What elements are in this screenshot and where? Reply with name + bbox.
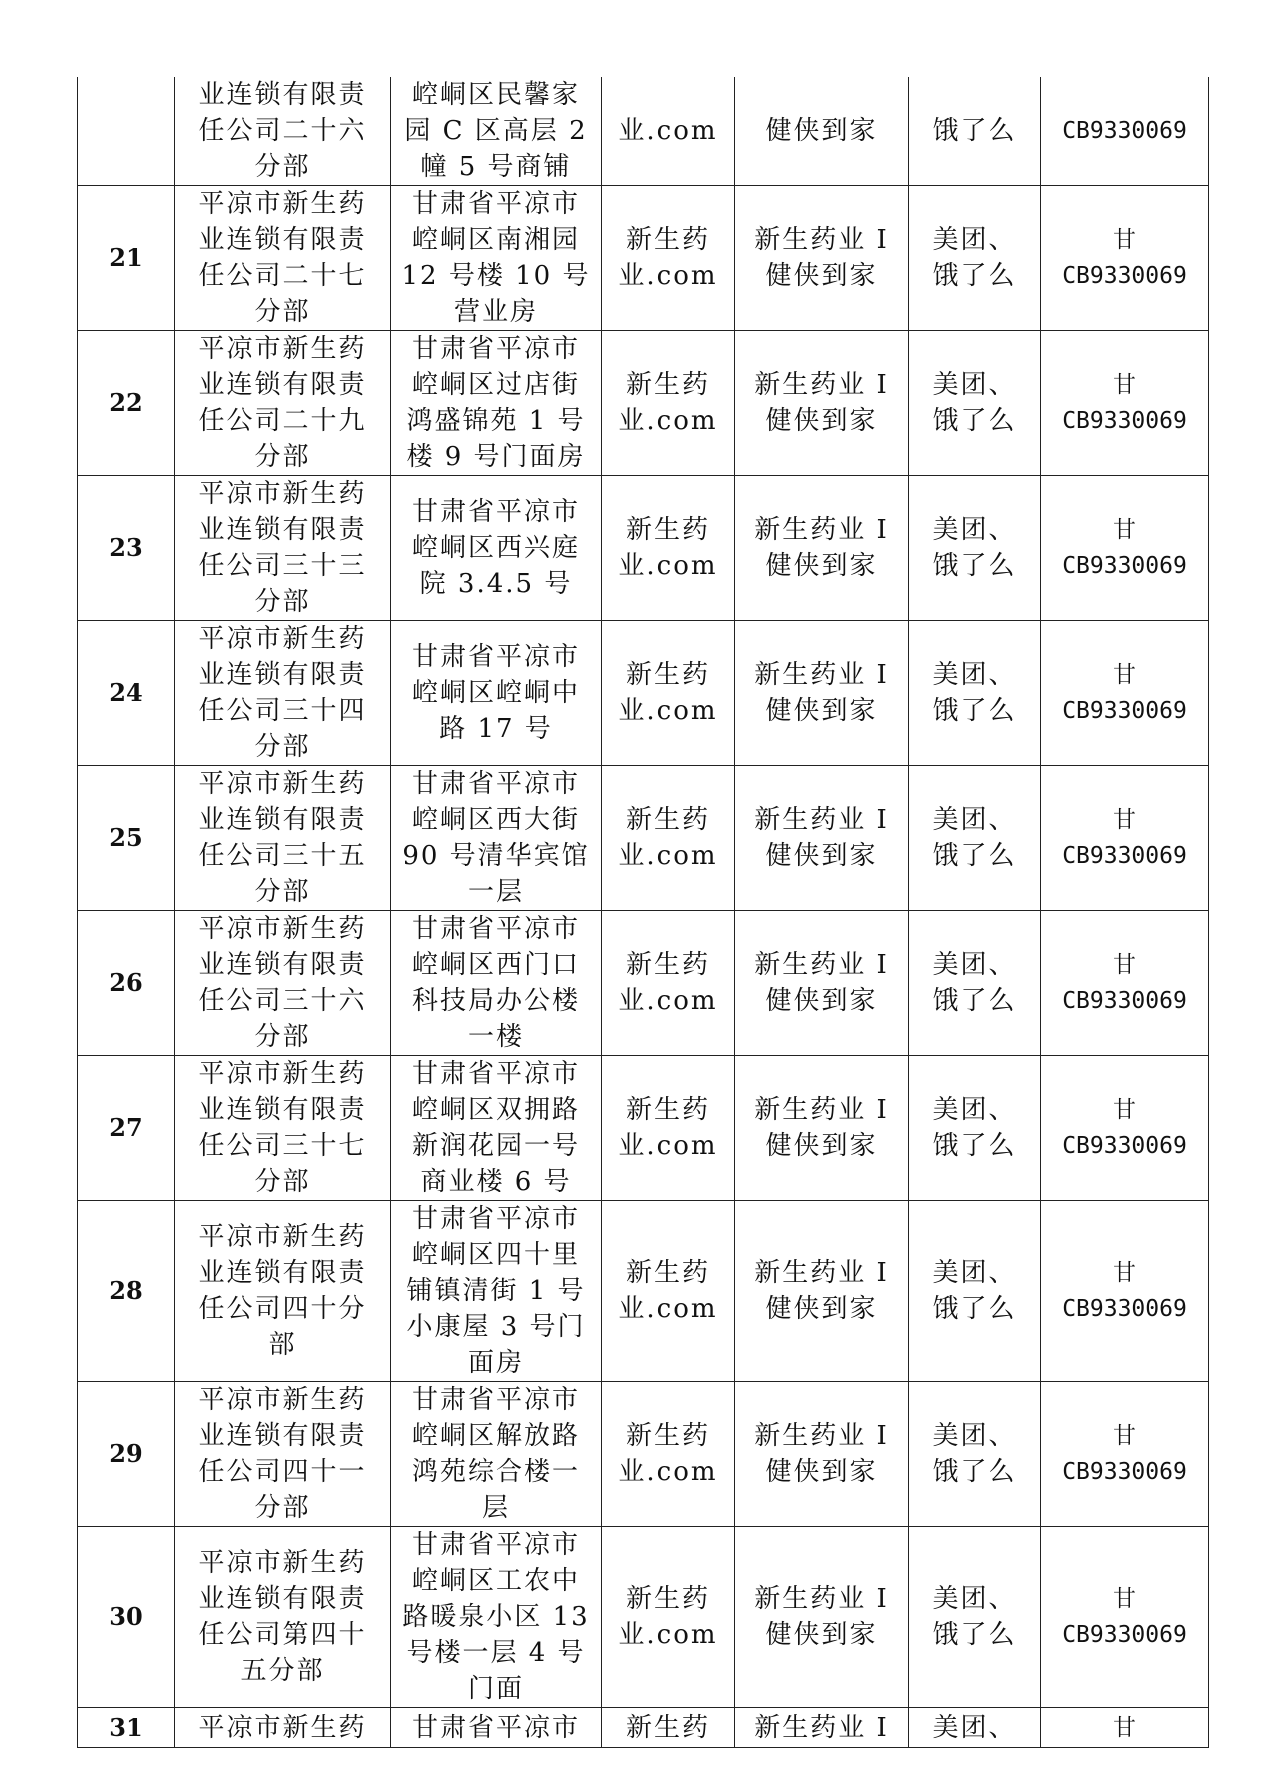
address-line: 崆峒区民馨家 xyxy=(411,80,580,110)
third-party-platform-line: 饿了么 xyxy=(932,1457,1017,1487)
branch-name-line: 任公司四十分 xyxy=(198,1294,367,1324)
app-cell xyxy=(735,77,909,186)
third-party-platform-line: 美团、 xyxy=(932,1584,1017,1614)
license-number-line: CB9330069 xyxy=(1062,1622,1187,1648)
third-party-platform-cell xyxy=(909,1382,1041,1527)
branch-name-line: 分部 xyxy=(254,297,311,327)
app-cell xyxy=(735,766,909,911)
third-party-platform-line: 饿了么 xyxy=(932,841,1017,871)
website-cell xyxy=(602,1527,735,1708)
app-line: 健侠到家 xyxy=(765,261,878,291)
address-cell xyxy=(391,766,602,911)
branch-name-line: 任公司二十九 xyxy=(198,406,367,436)
address-cell xyxy=(391,1382,602,1527)
branch-name-cell xyxy=(175,621,391,766)
branch-name-line: 业连锁有限责 xyxy=(198,515,367,545)
app-line: 新生药业 I xyxy=(754,1584,889,1614)
address-cell xyxy=(391,1527,602,1708)
third-party-platform-cell xyxy=(909,186,1041,331)
row-number-cell: 23 xyxy=(78,476,175,621)
third-party-platform-line: 饿了么 xyxy=(932,551,1017,581)
address-line: 号楼一层 4 号 xyxy=(406,1638,586,1668)
website-cell xyxy=(602,1056,735,1201)
app-line: 新生药业 I xyxy=(754,1421,889,1451)
third-party-platform-line: 美团、 xyxy=(932,1421,1017,1451)
branch-name-line: 平凉市新生药 xyxy=(198,189,367,219)
app-cell xyxy=(735,1056,909,1201)
row-number-cell: 29 xyxy=(78,1382,175,1527)
license-number-line: 甘 xyxy=(1113,1586,1136,1612)
app-line: 健侠到家 xyxy=(765,986,878,1016)
website-line: 新生药 xyxy=(625,1421,710,1451)
branch-name-line: 任公司二十七 xyxy=(198,261,367,291)
website-cell xyxy=(602,911,735,1056)
branch-name-cell xyxy=(175,331,391,476)
branch-name-line: 平凉市新生药 xyxy=(198,914,367,944)
app-line: 新生药业 I xyxy=(754,1712,889,1743)
license-number-line: CB9330069 xyxy=(1062,988,1187,1014)
website-cell xyxy=(602,186,735,331)
address-line: 甘肃省平凉市 xyxy=(411,1530,580,1560)
address-line: 路暖泉小区 13 xyxy=(402,1602,590,1632)
table-row xyxy=(78,766,1209,911)
branch-name-cell xyxy=(175,1708,391,1748)
app-cell xyxy=(735,186,909,331)
row-number-cell: 26 xyxy=(78,911,175,1056)
license-number-line: CB9330069 xyxy=(1062,263,1187,289)
branch-name-line: 分部 xyxy=(254,152,311,182)
branch-name-line: 业连锁有限责 xyxy=(198,80,367,110)
address-line: 崆峒区过店街 xyxy=(411,370,580,400)
license-number-line: CB9330069 xyxy=(1062,698,1187,724)
address-cell xyxy=(391,476,602,621)
address-line: 甘肃省平凉市 xyxy=(411,1385,580,1415)
address-cell xyxy=(391,1201,602,1382)
app-line: 健侠到家 xyxy=(765,551,878,581)
branch-name-line: 业连锁有限责 xyxy=(198,1584,367,1614)
app-cell xyxy=(735,1708,909,1748)
branch-name-line: 平凉市新生药 xyxy=(198,1059,367,1089)
app-line: 新生药业 I xyxy=(754,515,889,545)
address-line: 路 17 号 xyxy=(439,714,553,744)
third-party-platform-cell xyxy=(909,476,1041,621)
branch-name-line: 分部 xyxy=(254,587,311,617)
branch-name-line: 平凉市新生药 xyxy=(198,479,367,509)
address-line: 90 号清华宾馆 xyxy=(402,841,590,871)
row-number-cell: 21 xyxy=(78,186,175,331)
branch-name-line: 平凉市新生药 xyxy=(198,769,367,799)
website-cell xyxy=(602,1382,735,1527)
row-number-cell: 30 xyxy=(78,1527,175,1708)
branch-name-line: 任公司三十四 xyxy=(198,696,367,726)
website-line: 业.com xyxy=(618,116,718,146)
app-line: 新生药业 I xyxy=(754,805,889,835)
license-number-cell xyxy=(1041,1527,1209,1708)
branch-name-line: 任公司二十六 xyxy=(198,116,367,146)
table-row xyxy=(78,331,1209,476)
branch-name-line: 任公司三十五 xyxy=(198,841,367,871)
address-line: 小康屋 3 号门 xyxy=(406,1312,586,1342)
branch-name-cell xyxy=(175,1527,391,1708)
app-line: 健侠到家 xyxy=(765,696,878,726)
website-line: 新生药 xyxy=(625,370,710,400)
third-party-platform-cell xyxy=(909,331,1041,476)
website-line: 业.com xyxy=(618,1131,718,1161)
branch-name-cell xyxy=(175,1382,391,1527)
branch-name-line: 业连锁有限责 xyxy=(198,1258,367,1288)
license-number-line: 甘 xyxy=(1113,807,1136,833)
license-number-line: CB9330069 xyxy=(1062,843,1187,869)
row-number-cell: 24 xyxy=(78,621,175,766)
license-number-cell xyxy=(1041,331,1209,476)
third-party-platform-line: 美团、 xyxy=(932,1712,1017,1743)
website-line: 业.com xyxy=(618,1620,718,1650)
third-party-platform-line: 美团、 xyxy=(932,515,1017,545)
table-row xyxy=(78,1527,1209,1708)
address-line: 崆峒区西大街 xyxy=(411,805,580,835)
address-line: 甘肃省平凉市 xyxy=(411,642,580,672)
branch-name-line: 分部 xyxy=(254,1493,311,1523)
address-line: 门面 xyxy=(467,1674,524,1704)
address-line: 园 C 区高层 2 xyxy=(404,116,588,146)
address-line: 层 xyxy=(481,1493,510,1523)
third-party-platform-cell xyxy=(909,1056,1041,1201)
license-number-line: 甘 xyxy=(1113,952,1136,978)
third-party-platform-line: 美团、 xyxy=(932,950,1017,980)
branch-name-line: 分部 xyxy=(254,877,311,907)
address-line: 甘肃省平凉市 xyxy=(411,769,580,799)
third-party-platform-cell xyxy=(909,1708,1041,1748)
address-line: 崆峒区解放路 xyxy=(411,1421,580,1451)
third-party-platform-line: 美团、 xyxy=(932,1095,1017,1125)
address-line: 鸿苑综合楼一 xyxy=(411,1457,580,1487)
license-number-cell xyxy=(1041,1201,1209,1382)
website-cell xyxy=(602,331,735,476)
address-cell xyxy=(391,911,602,1056)
website-cell xyxy=(602,77,735,186)
third-party-platform-cell xyxy=(909,911,1041,1056)
license-number-cell xyxy=(1041,1708,1209,1748)
app-line: 健侠到家 xyxy=(765,1294,878,1324)
row-number-cell: 28 xyxy=(78,1201,175,1382)
third-party-platform-line: 美团、 xyxy=(932,370,1017,400)
address-line: 甘肃省平凉市 xyxy=(411,334,580,364)
branch-name-line: 业连锁有限责 xyxy=(198,225,367,255)
table-row xyxy=(78,77,1209,186)
branch-name-line: 平凉市新生药 xyxy=(198,624,367,654)
third-party-platform-line: 美团、 xyxy=(932,1258,1017,1288)
branch-name-line: 分部 xyxy=(254,1022,311,1052)
address-line: 楼 9 号门面房 xyxy=(406,442,586,472)
app-line: 健侠到家 xyxy=(765,1457,878,1487)
row-number-cell: 22 xyxy=(78,331,175,476)
third-party-platform-line: 饿了么 xyxy=(932,1620,1017,1650)
app-cell xyxy=(735,1382,909,1527)
address-line: 一楼 xyxy=(467,1022,524,1052)
website-line: 新生药 xyxy=(625,1584,710,1614)
license-number-line: 甘 xyxy=(1113,1714,1136,1741)
app-line: 健侠到家 xyxy=(765,116,878,146)
branch-name-cell xyxy=(175,476,391,621)
website-line: 业.com xyxy=(618,261,718,291)
address-cell xyxy=(391,77,602,186)
website-cell xyxy=(602,1708,735,1748)
branch-name-line: 分部 xyxy=(254,442,311,472)
address-cell xyxy=(391,186,602,331)
license-number-cell xyxy=(1041,621,1209,766)
branch-name-line: 平凉市新生药 xyxy=(198,1712,367,1743)
license-number-cell xyxy=(1041,476,1209,621)
branch-name-cell xyxy=(175,911,391,1056)
address-line: 新润花园一号 xyxy=(411,1131,580,1161)
third-party-platform-cell xyxy=(909,621,1041,766)
license-number-cell xyxy=(1041,1382,1209,1527)
third-party-platform-cell xyxy=(909,1527,1041,1708)
third-party-platform-line: 饿了么 xyxy=(932,406,1017,436)
branch-name-line: 分部 xyxy=(254,732,311,762)
license-number-line: 甘 xyxy=(1113,372,1136,398)
branch-name-line: 平凉市新生药 xyxy=(198,334,367,364)
app-line: 新生药业 I xyxy=(754,1258,889,1288)
address-line: 鸿盛锦苑 1 号 xyxy=(406,406,586,436)
branch-name-cell xyxy=(175,1056,391,1201)
address-cell xyxy=(391,331,602,476)
website-line: 业.com xyxy=(618,551,718,581)
address-line: 甘肃省平凉市 xyxy=(411,497,580,527)
address-line: 院 3.4.5 号 xyxy=(419,569,573,599)
website-line: 新生药 xyxy=(625,950,710,980)
branch-name-line: 平凉市新生药 xyxy=(198,1548,367,1578)
address-cell xyxy=(391,1708,602,1748)
address-line: 铺镇清街 1 号 xyxy=(406,1276,586,1306)
table-body xyxy=(78,77,1209,1748)
table-row xyxy=(78,911,1209,1056)
app-cell xyxy=(735,331,909,476)
branch-name-line: 业连锁有限责 xyxy=(198,805,367,835)
app-cell xyxy=(735,911,909,1056)
table-row xyxy=(78,621,1209,766)
address-line: 营业房 xyxy=(453,297,538,327)
app-line: 新生药业 I xyxy=(754,370,889,400)
license-number-line: CB9330069 xyxy=(1062,1133,1187,1159)
website-line: 新生药 xyxy=(625,515,710,545)
license-number-line: CB9330069 xyxy=(1062,1296,1187,1322)
address-line: 面房 xyxy=(467,1348,524,1378)
website-cell xyxy=(602,766,735,911)
app-line: 新生药业 I xyxy=(754,1095,889,1125)
address-line: 崆峒区双拥路 xyxy=(411,1095,580,1125)
address-line: 甘肃省平凉市 xyxy=(411,1712,580,1743)
license-number-cell xyxy=(1041,911,1209,1056)
address-line: 崆峒区西门口 xyxy=(411,950,580,980)
table-row xyxy=(78,1201,1209,1382)
branch-name-line: 平凉市新生药 xyxy=(198,1222,367,1252)
app-line: 健侠到家 xyxy=(765,1620,878,1650)
row-number-cell: 31 xyxy=(78,1708,175,1748)
address-line: 崆峒区四十里 xyxy=(411,1240,580,1270)
app-line: 健侠到家 xyxy=(765,841,878,871)
row-number-cell: 25 xyxy=(78,766,175,911)
website-line: 业.com xyxy=(618,696,718,726)
address-line: 崆峒区崆峒中 xyxy=(411,678,580,708)
table-row xyxy=(78,1708,1209,1748)
address-line: 甘肃省平凉市 xyxy=(411,189,580,219)
third-party-platform-line: 美团、 xyxy=(932,225,1017,255)
table-row xyxy=(78,186,1209,331)
license-number-line: CB9330069 xyxy=(1062,1459,1187,1485)
branch-name-line: 业连锁有限责 xyxy=(198,660,367,690)
app-line: 新生药业 I xyxy=(754,225,889,255)
branch-name-line: 任公司三十六 xyxy=(198,986,367,1016)
branch-name-line: 分部 xyxy=(254,1167,311,1197)
branch-name-cell xyxy=(175,766,391,911)
address-line: 甘肃省平凉市 xyxy=(411,1204,580,1234)
website-line: 新生药 xyxy=(625,225,710,255)
license-number-line: 甘 xyxy=(1113,1097,1136,1123)
address-cell xyxy=(391,1056,602,1201)
third-party-platform-line: 饿了么 xyxy=(932,1131,1017,1161)
app-cell xyxy=(735,1527,909,1708)
third-party-platform-cell xyxy=(909,77,1041,186)
branch-name-line: 任公司三十七 xyxy=(198,1131,367,1161)
app-line: 健侠到家 xyxy=(765,406,878,436)
third-party-platform-line: 饿了么 xyxy=(932,116,1017,146)
address-line: 12 号楼 10 号 xyxy=(401,261,591,291)
app-line: 新生药业 I xyxy=(754,660,889,690)
table-row xyxy=(78,476,1209,621)
third-party-platform-cell xyxy=(909,1201,1041,1382)
branch-name-line: 五分部 xyxy=(240,1656,325,1686)
license-number-line: 甘 xyxy=(1113,227,1136,253)
website-line: 新生药 xyxy=(625,1712,710,1743)
address-line: 崆峒区工农中 xyxy=(411,1566,580,1596)
license-number-line: CB9330069 xyxy=(1062,118,1187,144)
third-party-platform-line: 美团、 xyxy=(932,660,1017,690)
website-line: 业.com xyxy=(618,986,718,1016)
website-cell xyxy=(602,1201,735,1382)
address-cell xyxy=(391,621,602,766)
website-line: 新生药 xyxy=(625,1095,710,1125)
license-number-line: CB9330069 xyxy=(1062,408,1187,434)
license-number-line: 甘 xyxy=(1113,1423,1136,1449)
branch-name-cell xyxy=(175,77,391,186)
app-cell xyxy=(735,476,909,621)
branch-name-line: 业连锁有限责 xyxy=(198,1095,367,1125)
website-cell xyxy=(602,476,735,621)
pharmacy-branch-table xyxy=(77,77,1209,1748)
website-line: 新生药 xyxy=(625,660,710,690)
branch-name-cell xyxy=(175,1201,391,1382)
branch-name-line: 任公司四十一 xyxy=(198,1457,367,1487)
license-number-line: 甘 xyxy=(1113,517,1136,543)
third-party-platform-line: 美团、 xyxy=(932,805,1017,835)
branch-name-line: 业连锁有限责 xyxy=(198,950,367,980)
website-line: 业.com xyxy=(618,1294,718,1324)
address-line: 甘肃省平凉市 xyxy=(411,1059,580,1089)
branch-name-cell xyxy=(175,186,391,331)
website-line: 新生药 xyxy=(625,805,710,835)
address-line: 幢 5 号商铺 xyxy=(420,152,572,182)
license-number-cell xyxy=(1041,766,1209,911)
third-party-platform-cell xyxy=(909,766,1041,911)
third-party-platform-line: 饿了么 xyxy=(932,696,1017,726)
branch-name-line: 部 xyxy=(268,1330,297,1360)
license-number-cell xyxy=(1041,186,1209,331)
row-number-cell xyxy=(78,77,175,186)
website-line: 业.com xyxy=(618,1457,718,1487)
license-number-line: 甘 xyxy=(1113,1260,1136,1286)
address-line: 商业楼 6 号 xyxy=(420,1167,572,1197)
license-number-cell xyxy=(1041,1056,1209,1201)
branch-name-line: 任公司第四十 xyxy=(198,1620,367,1650)
address-line: 甘肃省平凉市 xyxy=(411,914,580,944)
table-row xyxy=(78,1056,1209,1201)
app-line: 健侠到家 xyxy=(765,1131,878,1161)
license-number-line: 甘 xyxy=(1113,662,1136,688)
address-line: 崆峒区西兴庭 xyxy=(411,533,580,563)
branch-name-line: 平凉市新生药 xyxy=(198,1385,367,1415)
address-line: 科技局办公楼 xyxy=(411,986,580,1016)
table-row xyxy=(78,1382,1209,1527)
address-line: 一层 xyxy=(467,877,524,907)
app-cell xyxy=(735,621,909,766)
address-line: 崆峒区南湘园 xyxy=(411,225,580,255)
branch-name-line: 业连锁有限责 xyxy=(198,1421,367,1451)
third-party-platform-line: 饿了么 xyxy=(932,261,1017,291)
third-party-platform-line: 饿了么 xyxy=(932,986,1017,1016)
branch-name-line: 业连锁有限责 xyxy=(198,370,367,400)
row-number-cell: 27 xyxy=(78,1056,175,1201)
app-line: 新生药业 I xyxy=(754,950,889,980)
license-number-cell xyxy=(1041,77,1209,186)
website-line: 业.com xyxy=(618,841,718,871)
website-cell xyxy=(602,621,735,766)
app-cell xyxy=(735,1201,909,1382)
license-number-line: CB9330069 xyxy=(1062,553,1187,579)
branch-name-line: 任公司三十三 xyxy=(198,551,367,581)
website-line: 业.com xyxy=(618,406,718,436)
website-line: 新生药 xyxy=(625,1258,710,1288)
third-party-platform-line: 饿了么 xyxy=(932,1294,1017,1324)
